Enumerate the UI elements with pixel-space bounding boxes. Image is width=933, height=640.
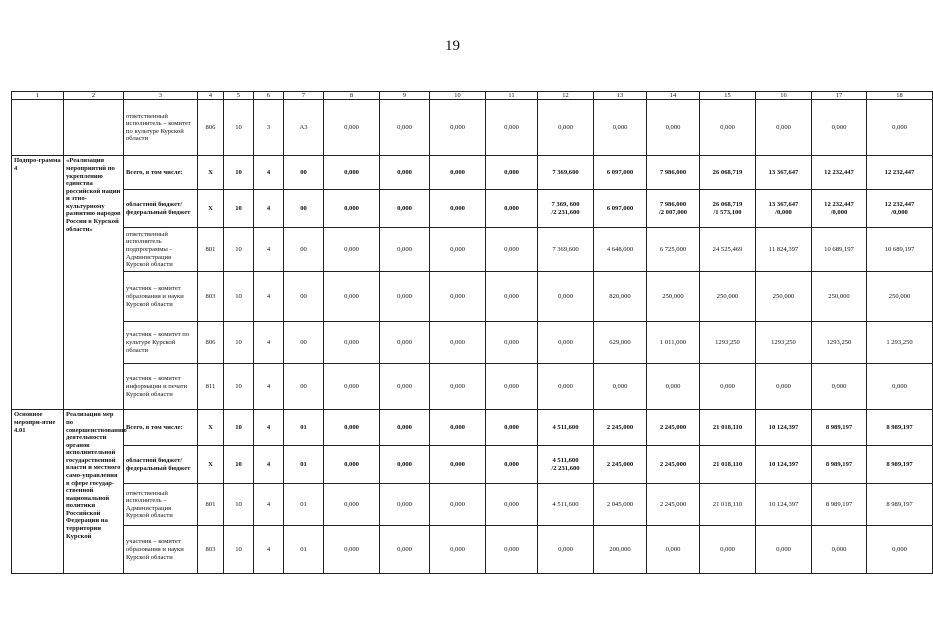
executor-cell: Всего, в том числе: xyxy=(124,156,198,190)
value-cell-col-13: 4 648,000 xyxy=(594,228,647,272)
value-cell-col-9: 0,000 xyxy=(380,100,430,156)
value-cell-col-14: 250,000 xyxy=(647,272,700,322)
value-cell-col-13: 6 097,000 xyxy=(594,156,647,190)
grbs-code: 803 xyxy=(198,272,224,322)
value-cell-col-18: 1 293,250 xyxy=(867,322,933,364)
header-cell-17: 17 xyxy=(812,92,867,100)
subsection-code: 3 xyxy=(254,100,284,156)
header-cell-2: 2 xyxy=(64,92,124,100)
header-row xyxy=(12,92,933,100)
value-cell-col-14: 0,000 xyxy=(647,526,700,574)
grbs-code: 806 xyxy=(198,100,224,156)
value-cell-col-8: 0,000 xyxy=(324,190,380,228)
subsection-code: 4 xyxy=(254,484,284,526)
value-cell-col-12: 7 369,600 xyxy=(538,156,594,190)
subsection-code: 4 xyxy=(254,322,284,364)
executor-cell: ответственный исполнитель – Администрация Курской области xyxy=(124,484,198,526)
value-cell-col-9: 0,000 xyxy=(380,526,430,574)
value-cell-col-13: 629,000 xyxy=(594,322,647,364)
value-cell-col-16: 10 124,397 xyxy=(756,484,812,526)
value-cell-col-8: 0,000 xyxy=(324,446,380,484)
executor-cell: участник – комитет образования и науки Курской области xyxy=(124,526,198,574)
subsection-code: 4 xyxy=(254,364,284,410)
value-cell-col-14: 7 986,000 /2 007,000 xyxy=(647,190,700,228)
value-cell-col-16: 0,000 xyxy=(756,100,812,156)
value-cell-col-15: 0,000 xyxy=(700,526,756,574)
section-code: 10 xyxy=(224,446,254,484)
value-cell-col-10: 0,000 xyxy=(430,272,486,322)
value-cell-col-13: 6 097,000 xyxy=(594,190,647,228)
value-cell-col-16: 13 367,647 /0,000 xyxy=(756,190,812,228)
value-cell-col-9: 0,000 xyxy=(380,410,430,446)
value-cell-col-11: 0,000 xyxy=(486,322,538,364)
grbs-code: 803 xyxy=(198,526,224,574)
table-row xyxy=(12,156,933,190)
value-cell-col-12: 4 511,600 /2 231,600 xyxy=(538,446,594,484)
main-measure-4-01-title: Реализация мер по совершенствованию деятельности органов исполнительной государственной власти и местного само-управления в сфере государ-ственной национальной политики Российской Федерации на территории Курской xyxy=(64,410,124,574)
value-cell-col-14: 0,000 xyxy=(647,100,700,156)
value-cell-col-17: 8 989,197 xyxy=(812,410,867,446)
value-cell-col-18: 0,000 xyxy=(867,364,933,410)
value-cell-col-17: 0,000 xyxy=(812,526,867,574)
value-cell-col-12: 7 369,600 xyxy=(538,228,594,272)
value-cell-col-13: 2 045,000 xyxy=(594,484,647,526)
value-cell-col-8: 0,000 xyxy=(324,228,380,272)
value-cell-col-12: 4 511,600 xyxy=(538,484,594,526)
header-cell-9: 9 xyxy=(380,92,430,100)
value-cell-col-13: 0,000 xyxy=(594,100,647,156)
executor-cell: областной бюджет/ федеральный бюджет xyxy=(124,190,198,228)
value-cell-col-9: 0,000 xyxy=(380,272,430,322)
value-cell-col-15: 1293,250 xyxy=(700,322,756,364)
value-cell-col-10: 0,000 xyxy=(430,190,486,228)
value-cell-col-10: 0,000 xyxy=(430,156,486,190)
value-cell-col-13: 200,000 xyxy=(594,526,647,574)
header-cell-11: 11 xyxy=(486,92,538,100)
value-cell-col-12: 7 369, 600 /2 231,600 xyxy=(538,190,594,228)
section-code: 10 xyxy=(224,322,254,364)
value-cell-col-15: 21 018,110 xyxy=(700,410,756,446)
table-row xyxy=(12,484,933,526)
value-cell-col-15: 26 068,719 /1 573,100 xyxy=(700,190,756,228)
header-cell-8: 8 xyxy=(324,92,380,100)
value-cell-col-10: 0,000 xyxy=(430,364,486,410)
value-cell-col-10: 0,000 xyxy=(430,322,486,364)
value-cell-col-14: 7 986,000 xyxy=(647,156,700,190)
main-measure-4-01-code: Основное меропри-ятие 4.01 xyxy=(12,410,64,574)
value-cell-col-17: 0,000 xyxy=(812,100,867,156)
value-cell-col-9: 0,000 xyxy=(380,364,430,410)
value-cell-col-17: 250,000 xyxy=(812,272,867,322)
header-cell-7: 7 xyxy=(284,92,324,100)
grbs-code: 801 xyxy=(198,484,224,526)
value-cell-col-8: 0,000 xyxy=(324,100,380,156)
subsection-code: 4 xyxy=(254,410,284,446)
value-cell-col-18: 8 989,197 xyxy=(867,446,933,484)
value-cell-col-9: 0,000 xyxy=(380,156,430,190)
value-cell-col-18: 12 232,447 /0,000 xyxy=(867,190,933,228)
header-cell-12: 12 xyxy=(538,92,594,100)
section-code: 10 xyxy=(224,190,254,228)
value-cell-col-16: 0,000 xyxy=(756,364,812,410)
value-cell-col-16: 250,000 xyxy=(756,272,812,322)
executor-cell: ответственный исполнитель подпрограммы - Администрация Курской области xyxy=(124,228,198,272)
header-cell-18: 18 xyxy=(867,92,933,100)
value-cell-col-14: 6 725,000 xyxy=(647,228,700,272)
value-cell-col-11: 0,000 xyxy=(486,410,538,446)
page-number: 19 xyxy=(445,38,460,54)
value-cell-col-8: 0,000 xyxy=(324,322,380,364)
target-code: 00 xyxy=(284,322,324,364)
value-cell-col-15: 250,000 xyxy=(700,272,756,322)
value-cell-col-12: 0,000 xyxy=(538,100,594,156)
section-code: 10 xyxy=(224,156,254,190)
header-cell-4: 4 xyxy=(198,92,224,100)
value-cell-col-12: 0,000 xyxy=(538,322,594,364)
value-cell-col-16: 10 124,397 xyxy=(756,446,812,484)
value-cell-col-15: 24 525,469 xyxy=(700,228,756,272)
value-cell-col-13: 2 245,000 xyxy=(594,410,647,446)
group-cell-empty xyxy=(64,100,124,156)
section-code: 10 xyxy=(224,484,254,526)
value-cell-col-9: 0,000 xyxy=(380,446,430,484)
value-cell-col-15: 0,000 xyxy=(700,100,756,156)
header-cell-6: 6 xyxy=(254,92,284,100)
executor-cell: участник – комитет образования и науки Курской области xyxy=(124,272,198,322)
value-cell-col-10: 0,000 xyxy=(430,526,486,574)
value-cell-col-10: 0,000 xyxy=(430,446,486,484)
target-code: 01 xyxy=(284,410,324,446)
value-cell-col-11: 0,000 xyxy=(486,272,538,322)
section-code: 10 xyxy=(224,100,254,156)
grbs-code: Х xyxy=(198,410,224,446)
target-code: 01 xyxy=(284,446,324,484)
executor-cell: участник – комитет по культуре Курской области xyxy=(124,322,198,364)
target-code: 00 xyxy=(284,364,324,410)
target-code: 00 xyxy=(284,156,324,190)
header-cell-5: 5 xyxy=(224,92,254,100)
value-cell-col-8: 0,000 xyxy=(324,156,380,190)
value-cell-col-14: 2 245,000 xyxy=(647,484,700,526)
value-cell-col-16: 1293,250 xyxy=(756,322,812,364)
header-cell-13: 13 xyxy=(594,92,647,100)
value-cell-col-12: 0,000 xyxy=(538,272,594,322)
target-code: 01 xyxy=(284,484,324,526)
table-row xyxy=(12,228,933,272)
section-code: 10 xyxy=(224,526,254,574)
section-code: 10 xyxy=(224,410,254,446)
value-cell-col-9: 0,000 xyxy=(380,322,430,364)
executor-cell: участник – комитет информации и печати Курской области xyxy=(124,364,198,410)
table-row xyxy=(12,100,933,156)
grbs-code: 806 xyxy=(198,322,224,364)
table-row xyxy=(12,446,933,484)
subprogram-4-code: Подпро-грамма 4 xyxy=(12,156,64,410)
value-cell-col-11: 0,000 xyxy=(486,156,538,190)
budget-table xyxy=(11,91,933,574)
value-cell-col-17: 12 232,447 xyxy=(812,156,867,190)
value-cell-col-14: 1 011,000 xyxy=(647,322,700,364)
table-row xyxy=(12,322,933,364)
target-code: 01 xyxy=(284,526,324,574)
value-cell-col-15: 0,000 xyxy=(700,364,756,410)
value-cell-col-8: 0,000 xyxy=(324,364,380,410)
subsection-code: 4 xyxy=(254,190,284,228)
value-cell-col-14: 2 245,000 xyxy=(647,446,700,484)
subsection-code: 4 xyxy=(254,156,284,190)
grbs-code: Х xyxy=(198,446,224,484)
subsection-code: 4 xyxy=(254,446,284,484)
subprogram-4-title: «Реализация мероприятий по укреплению единства российской нации и этно-культурному развитию народов России в Курской области» xyxy=(64,156,124,410)
value-cell-col-8: 0,000 xyxy=(324,272,380,322)
table-row xyxy=(12,190,933,228)
group-cell-empty xyxy=(12,100,64,156)
value-cell-col-11: 0,000 xyxy=(486,484,538,526)
table-row xyxy=(12,410,933,446)
value-cell-col-17: 0,000 xyxy=(812,364,867,410)
value-cell-col-15: 26 068,719 xyxy=(700,156,756,190)
value-cell-col-18: 0,000 xyxy=(867,526,933,574)
table-row xyxy=(12,272,933,322)
value-cell-col-16: 13 367,647 xyxy=(756,156,812,190)
value-cell-col-14: 2 245,000 xyxy=(647,410,700,446)
value-cell-col-9: 0,000 xyxy=(380,228,430,272)
value-cell-col-10: 0,000 xyxy=(430,484,486,526)
value-cell-col-10: 0,000 xyxy=(430,410,486,446)
header-cell-14: 14 xyxy=(647,92,700,100)
value-cell-col-18: 0,000 xyxy=(867,100,933,156)
value-cell-col-11: 0,000 xyxy=(486,228,538,272)
value-cell-col-15: 21 018,110 xyxy=(700,484,756,526)
value-cell-col-8: 0,000 xyxy=(324,410,380,446)
header-cell-15: 15 xyxy=(700,92,756,100)
table-row xyxy=(12,364,933,410)
value-cell-col-17: 8 989,197 xyxy=(812,484,867,526)
grbs-code: Х xyxy=(198,190,224,228)
grbs-code: 801 xyxy=(198,228,224,272)
value-cell-col-16: 11 824,397 xyxy=(756,228,812,272)
section-code: 10 xyxy=(224,272,254,322)
value-cell-col-9: 0,000 xyxy=(380,484,430,526)
value-cell-col-13: 2 245,000 xyxy=(594,446,647,484)
target-code: 00 xyxy=(284,190,324,228)
value-cell-col-13: 820,000 xyxy=(594,272,647,322)
value-cell-col-15: 21 018,110 xyxy=(700,446,756,484)
target-code: 00 xyxy=(284,228,324,272)
value-cell-col-8: 0,000 xyxy=(324,484,380,526)
subsection-code: 4 xyxy=(254,272,284,322)
value-cell-col-18: 8 989,197 xyxy=(867,484,933,526)
value-cell-col-18: 10 689,197 xyxy=(867,228,933,272)
header-cell-1: 1 xyxy=(12,92,64,100)
subsection-code: 4 xyxy=(254,228,284,272)
target-code: 00 xyxy=(284,272,324,322)
target-code: А3 xyxy=(284,100,324,156)
value-cell-col-12: 0,000 xyxy=(538,364,594,410)
value-cell-col-17: 1293,250 xyxy=(812,322,867,364)
value-cell-col-10: 0,000 xyxy=(430,100,486,156)
value-cell-col-11: 0,000 xyxy=(486,100,538,156)
section-code: 10 xyxy=(224,364,254,410)
value-cell-col-11: 0,000 xyxy=(486,526,538,574)
header-cell-16: 16 xyxy=(756,92,812,100)
value-cell-col-11: 0,000 xyxy=(486,190,538,228)
grbs-code: Х xyxy=(198,156,224,190)
value-cell-col-14: 0,000 xyxy=(647,364,700,410)
grbs-code: 811 xyxy=(198,364,224,410)
executor-cell: Всего, в том числе: xyxy=(124,410,198,446)
value-cell-col-12: 0,000 xyxy=(538,526,594,574)
executor-cell: областной бюджет/ федеральный бюджет xyxy=(124,446,198,484)
value-cell-col-18: 250,000 xyxy=(867,272,933,322)
value-cell-col-9: 0,000 xyxy=(380,190,430,228)
value-cell-col-16: 0,000 xyxy=(756,526,812,574)
value-cell-col-11: 0,000 xyxy=(486,446,538,484)
value-cell-col-18: 8 989,197 xyxy=(867,410,933,446)
value-cell-col-10: 0,000 xyxy=(430,228,486,272)
value-cell-col-17: 8 989,197 xyxy=(812,446,867,484)
section-code: 10 xyxy=(224,228,254,272)
header-cell-10: 10 xyxy=(430,92,486,100)
value-cell-col-16: 10 124,397 xyxy=(756,410,812,446)
table-row xyxy=(12,526,933,574)
value-cell-col-13: 0,000 xyxy=(594,364,647,410)
value-cell-col-18: 12 232,447 xyxy=(867,156,933,190)
value-cell-col-17: 10 689,197 xyxy=(812,228,867,272)
executor-cell: ответственный исполнитель – комитет по культуре Курской области xyxy=(124,100,198,156)
value-cell-col-17: 12 232,447 /0,000 xyxy=(812,190,867,228)
value-cell-col-11: 0,000 xyxy=(486,364,538,410)
subsection-code: 4 xyxy=(254,526,284,574)
value-cell-col-12: 4 511,600 xyxy=(538,410,594,446)
value-cell-col-8: 0,000 xyxy=(324,526,380,574)
header-cell-3: 3 xyxy=(124,92,198,100)
